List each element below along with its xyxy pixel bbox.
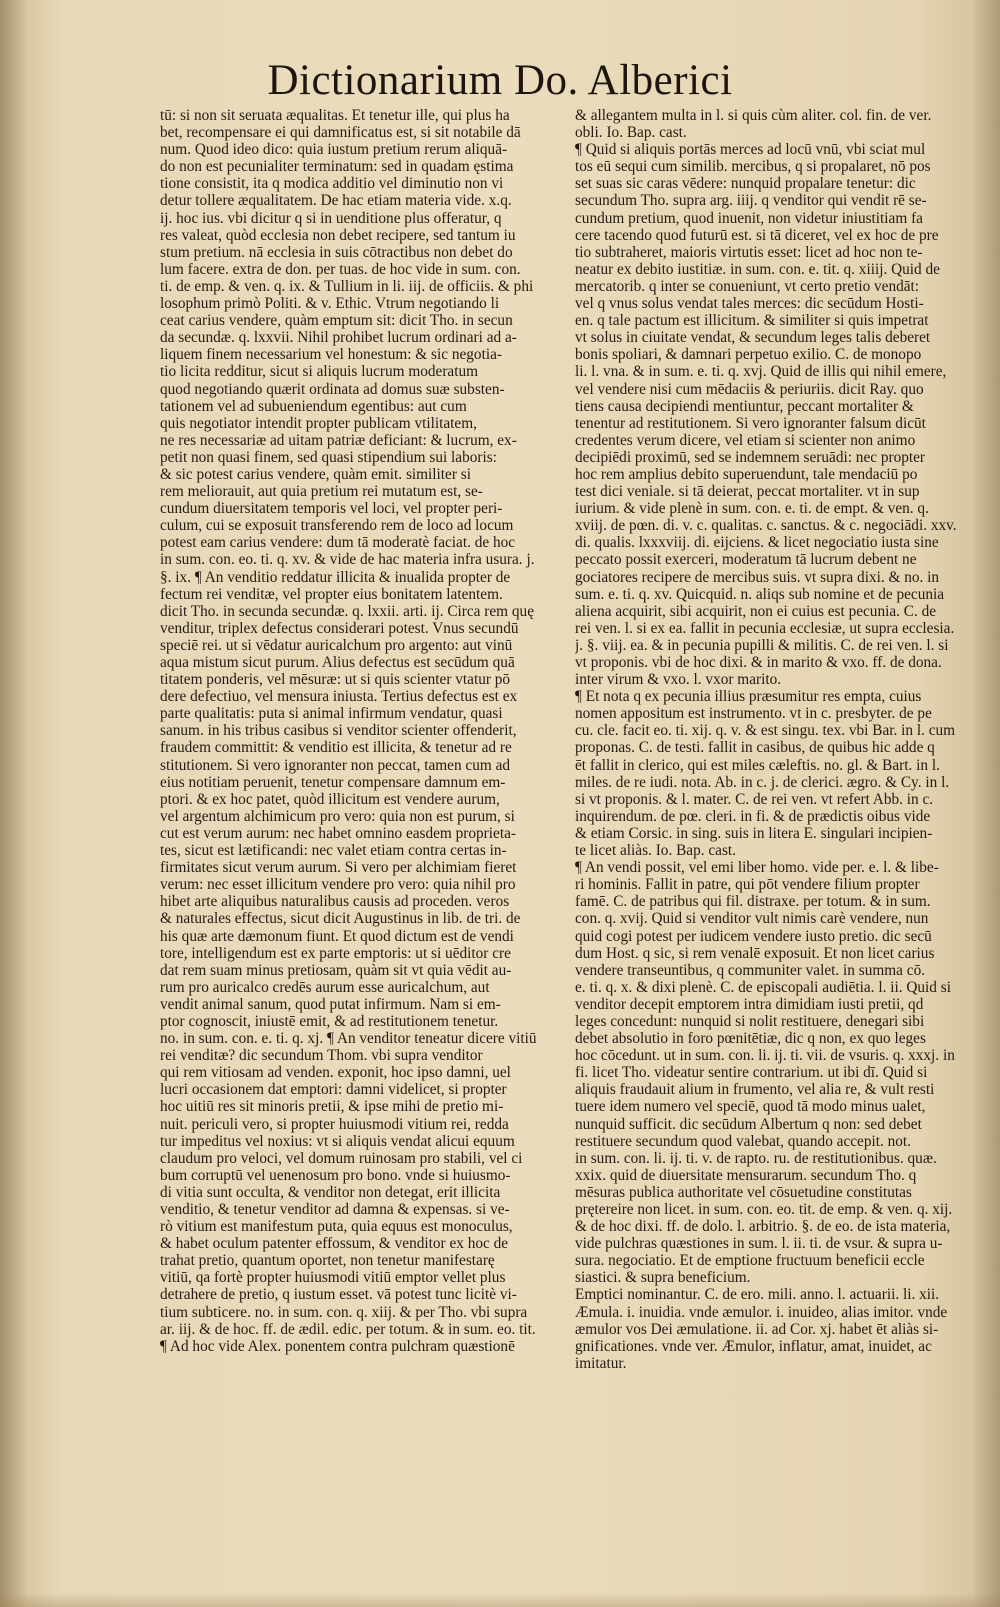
text-line: verum: nec esset illicitum vendere pro vero: quia nihil pro (160, 876, 516, 894)
text-line: vel q vnus solus vendat tales merces: dic secūdum Hosti- (575, 295, 924, 313)
text-line: rò vitium est manifestum puta, quia equus est monoculus, (160, 1218, 513, 1236)
text-line: nomen appositum est instrumento. vt in c. presbyter. de pe (575, 705, 932, 723)
text-line: vitiū, qa fortè propter huiusmodi vitiū emptor vellet plus (160, 1269, 506, 1287)
text-line: & naturales effectus, sicut dicit Augustinus in lib. de tri. de (160, 910, 521, 928)
text-line: speciē rei. ut si vēdatur auricalchum pro argento: aut vinū (160, 636, 513, 654)
text-line: ceat carius vendere, quàm emptum sit: dicit Tho. in secun (160, 312, 513, 330)
text-line: mēsuras publica authoritate vel cōsuetudine constitutas (575, 1183, 912, 1201)
text-line: æmulor vos Dei æmulatione. ii. ad Cor. xj. habet ēt aliàs si- (575, 1320, 939, 1338)
text-line: parte qualitatis: puta si animal infirmum vendatur, quasi (160, 705, 503, 723)
left-page-shadow (0, 0, 28, 1607)
text-line: do non est pecunialiter terminatum: sed in quadam ęstima (160, 158, 514, 176)
text-line: neatur ex debito iustitiæ. in sum. con. e. tit. q. xiiij. Quid de (575, 260, 940, 278)
text-line: te licet aliàs. Io. Bap. cast. (575, 842, 736, 860)
text-line: culum, cui se exposuit transferendo rem de loco ad locum (160, 517, 514, 535)
text-line: nuit. periculi vero, si propter huiusmodi vitium rei, redda (160, 1115, 509, 1133)
text-line: potest eam carius vendere: dum tā moderatè faciat. de hoc (160, 534, 516, 552)
text-line: inquirendum. de pœ. cleri. in fi. & de prædictis oibus vide (575, 807, 931, 825)
text-line: firmitates sicut verum aurum. Si vero per alchimiam fieret (160, 859, 517, 877)
text-line: vendere transeuntibus, q communiter valet. in summa cō. (575, 961, 926, 979)
text-line: vendit animal sanum, quod putat infirmum. Nam si em- (160, 995, 501, 1013)
text-line: ar. iij. & de hoc. ff. de ædil. edic. per totum. & in sum. eo. tit. (160, 1320, 536, 1338)
text-line: secundum Tho. supra arg. iiij. q venditor qui vendit rē se- (575, 192, 927, 210)
text-line: ptor cognoscit, iniustē emit, & ad restitutionem tenetur. (160, 1012, 499, 1030)
text-line: credentes verum dicere, vel etiam si scienter non animo (575, 431, 916, 449)
text-line: cut est verum aurum: nec habet omnino easdem proprieta- (160, 824, 516, 842)
text-line: §. ix. ¶ An venditio reddatur illicita & inualida propter de (160, 568, 511, 586)
text-line: & etiam Corsic. in sing. suis in litera E. singulari incipien- (575, 824, 933, 842)
text-line: ¶ Quid si aliquis portās merces ad locū vnū, vbi sciat mul (575, 141, 926, 159)
text-line: Emptici nominantur. C. de ero. mili. anno. l. actuarii. li. xii. (575, 1286, 940, 1304)
text-line: quid cogi potest per iudicem vendere iusto pretio. dic secū (575, 927, 932, 945)
text-line: hoc rem amplius debito superuendunt, tale mendaciū po (575, 465, 918, 483)
text-line: con. q. xvij. Quid si venditor vult nimis carè vendere, nun (575, 910, 929, 928)
text-line: dere defectiuo, vel mensura iniusta. Tertius defectus est ex (160, 688, 518, 706)
text-line: cundum pretium, quod inuenit, non videtur iniustitiam fa (575, 209, 923, 227)
text-line: quis negotiator intendit propter publicam vtilitatem, (160, 414, 477, 432)
text-line: tos eū sequi cum similib. mercibus, q si propalaret, nō pos (575, 158, 931, 176)
text-line: sanum. in his tribus casibus si venditor scienter offenderit, (160, 722, 517, 740)
text-line: vt proponis. vbi de hoc dixi. & in marito & vxo. ff. de dona. (575, 654, 942, 671)
text-line: dat rem suam minus pretiosam, quàm sit vt quia vēdit au- (160, 961, 512, 979)
text-line: restituere secundum quod valebat, quando accepit. not. (575, 1132, 911, 1150)
text-line: sura. negociatio. Et de emptione fructuum beneficii eccle (575, 1252, 925, 1270)
text-line: losophum primò Politi. & v. Ethic. Vtrum negotiando li (160, 295, 500, 313)
text-line: leges concedunt: nunquid si nolit restituere, denegari sibi (575, 1012, 925, 1030)
text-line: tiens causa decipiendi mentiuntur, peccant mortaliter & (575, 397, 914, 415)
text-line: venditur, triplex defectus considerari potest. Vnus secundū (160, 619, 519, 637)
text-line: set suas sic caras vēdere: nunquid propalare tenetur: dic (575, 175, 916, 193)
text-line: aliena acquirit, sibi acquirit, non ei cuius est pecunia. C. de (575, 602, 937, 620)
text-line: imitatur. (575, 1354, 627, 1372)
text-line: num. Quod ideo dico: quia iustum pretium rerum aliquā- (160, 141, 508, 159)
text-line: tur impeditus vel noxius: vt si aliquis vendat alicui equum (160, 1132, 515, 1150)
text-line: dum Host. q sic, si rem venalē exposuit. Et non licet carius (575, 944, 935, 962)
text-line: inter virum & vxo. l. vxor marito. (575, 671, 782, 689)
text-line: nunquid sufficit. dic secūdum Albertum q non: sed debet (575, 1115, 922, 1133)
text-line: venditio, & tenetur venditor ad damna & expensas. si ve- (160, 1201, 510, 1218)
text-line: decipiēdi proximū, sed se indemnem seruādi: nec propter (575, 448, 926, 466)
text-line: test dici veniale. si tā deierat, peccat mortaliter. vt in sup (575, 483, 920, 501)
text-line: cundum diuersitatem temporis vel loci, vel propter peri- (160, 500, 503, 518)
text-line: fraudem committit: & venditio est illicita, & tenetur ad re (160, 739, 512, 757)
text-line: tenentur ad restitutionem. Si vero ignoranter falsum dicūt (575, 414, 926, 432)
text-line: & habet oculum patenter effossum, & venditor ex hoc de (160, 1235, 509, 1253)
text-line: claudum pro veloci, vel domum ruinosam pro stabili, vel ci (160, 1149, 523, 1167)
text-line: xxix. quid de diuersitate mensurarum. secundum Tho. q (575, 1166, 917, 1184)
text-line: peccato possit exerceri, moderatum tā lucrum debent ne (575, 551, 917, 569)
text-line: eius notitiam peruenit, tenetur compensare damnum em- (160, 773, 506, 791)
text-line: da secundæ. q. lxxvii. Nihil prohibet lucrum ordinari ad a- (160, 329, 517, 347)
text-line: e. ti. q. x. & dixi plenè. C. de episcopali audiētia. l. ii. Quid si (575, 978, 951, 996)
text-line: tū: si non sit seruata æqualitas. Et tenetur ille, qui plus ha (160, 107, 510, 124)
text-line: cere tacendo quod futurū est. si tā diceret, vel ex hoc de pre (575, 226, 939, 244)
text-line: & allegantem multa in l. si quis cùm aliter. col. fin. de ver. (575, 107, 932, 124)
text-line: liquem finem necessarium vel honestum: & sic negotia- (160, 346, 502, 364)
text-line: tuere idem numero vel speciē, quod tā modo minus ualet, (575, 1098, 926, 1116)
text-line: bum corruptū vel uenenosum pro bono. vnde si huiusmo- (160, 1166, 511, 1184)
text-line: detur tollere æqualitatem. De hac etiam materia vide. x.q. (160, 192, 512, 210)
text-line: res valeat, quòd ecclesia non debet recipere, sed tantum iu (160, 226, 516, 244)
text-line: rei venditæ? dic secundum Thom. vbi supra venditor (160, 1047, 483, 1065)
text-line: quod negotiando quærit ordinata ad domus suæ substen- (160, 380, 505, 398)
text-line: no. in sum. con. e. ti. q. xj. ¶ An venditor teneatur dicere vitiū (160, 1030, 537, 1048)
text-line: tio licita redditur, sicut si aliquis lucrum moderatum (160, 363, 479, 381)
text-line: rem meliorauit, aut quia pretium rei mutatum est, se- (160, 483, 483, 501)
text-line: rei ven. l. si ex ea. fallit in pecunia ecclesiæ, ut supra ecclesia. (575, 619, 955, 637)
text-line: tore, intelligendum est ex parte emptoris: ut si uēditor cre (160, 944, 511, 962)
text-line: aliquis fraudauit alium in frumento, vel alia re, & vult resti (575, 1081, 935, 1099)
page-title: Dictionarium Do. Alberici (267, 57, 733, 104)
running-header (0, 56, 1000, 105)
text-line: lucri occasionem dat emptori: damni videlicet, si propter (160, 1081, 507, 1099)
right-text-column (575, 107, 980, 1372)
text-line: bet, recompensare ei qui damnificatus est, si sit notabile dā (160, 124, 521, 142)
text-line: tationem vel ad subueniendum egentibus: aut cum (160, 397, 467, 415)
text-line: stum pretium. nā ecclesia in suis cōtractibus non debet do (160, 243, 513, 261)
text-line: titatem ponderis, vel mēsuræ: ut si quis scienter vtatur pō (160, 671, 511, 689)
text-line: ¶ Ad hoc vide Alex. ponentem contra pulchram quæstionē (160, 1337, 515, 1355)
text-line: vel vendere nisi cum mēdaciis & periuriis. dicit Ray. quo (575, 380, 924, 398)
text-line: his quæ arte dæmonum fiunt. Et quod dictum est de vendi (160, 927, 514, 945)
text-line: famē. C. de patribus qui fil. distraxe. per totum. & in sum. (575, 893, 931, 911)
text-line: en. q tale pactum est illicitum. & similiter si quis impetrat (575, 312, 929, 330)
text-line: cu. cle. facit eo. ti. xij. q. v. & est singu. tex. vbi Bar. in l. cum (575, 722, 956, 740)
text-line: si vt proponis. & l. mater. C. de rei ven. vt refert Abb. in c. (575, 790, 934, 808)
text-line: Æmula. i. inuidia. vnde æmulor. i. inuideo, alias imitor. vnde (575, 1303, 948, 1321)
text-line: vide pulchras quæstiones in sum. l. ii. ti. de vsur. & supra u- (575, 1235, 943, 1253)
text-line: di. qualis. lxxxviij. di. eijciens. & licet negociatio iusta sine (575, 534, 939, 552)
text-line: vt solus in ciuitate vendat, & secundum leges talis deberet (575, 329, 931, 347)
text-line: rum pro auricalco credēs aurum esse auricalchum, aut (160, 978, 490, 996)
text-line: sum. e. ti. q. xv. Quicquid. n. aliqs sub nomine et de pecunia (575, 585, 945, 603)
text-line: tium subticere. no. in sum. con. q. xiij. & per Tho. vbi supra (160, 1303, 528, 1321)
text-line: bonis spoliari, & damnari perpetuo exilio. C. de monopo (575, 346, 922, 364)
text-line: mercatorib. q inter se conueniunt, vt certo pretio vendāt: (575, 277, 920, 295)
text-line: ri hominis. Fallit in patre, qui pōt vendere filium propter (575, 876, 920, 894)
text-line: debet absolutio in foro pœnitētiæ, dic q non, ex quo leges (575, 1030, 926, 1048)
text-line: li. l. vna. & in sum. e. ti. q. xvj. Quid de illis qui nihil emere, (575, 363, 947, 381)
text-line: siastici. & supra beneficium. (575, 1269, 751, 1287)
text-line: gnificationes. vnde ver. Æmulor, inflatur, amat, inuidet, ac (575, 1337, 932, 1355)
text-line: tio subtraheret, maioris virtutis esset: licet ad hoc non te- (575, 243, 923, 261)
text-line: xviij. de pœn. di. v. c. qualitas. c. sanctus. & c. negociādi. xxv. (575, 517, 957, 535)
text-line: tes, sicut est lætificandi: nec valet etiam contra certas in- (160, 842, 507, 860)
text-line: in sum. con. li. ij. ti. v. de rapto. ru. de restitutionibus. quæ. (575, 1149, 937, 1167)
text-line: detrahere de pretio, q iustum esset. vā potest tunc licitè vi- (160, 1286, 517, 1304)
text-line: fectum rei venditæ, vel propter eius bonitatem latentem. (160, 585, 503, 603)
text-line: hoc uitiū res sit minoris pretii, & ipse mihi de pretio mi- (160, 1098, 504, 1116)
page-bottom-edge (0, 1593, 1000, 1607)
text-line: ēt fallit in clerico, qui est miles cæleftis. no. gl. & Bart. in l. (575, 756, 940, 774)
text-line: obli. Io. Bap. cast. (575, 124, 687, 142)
text-line: & sic potest carius vendere, quàm emit. similiter si (160, 465, 471, 483)
text-line: stitutionem. Si vero ignoranter non peccat, tamen cum ad (160, 756, 511, 774)
text-line: ¶ An vendi possit, vel emi liber homo. vide per. e. l. & libe- (575, 859, 939, 877)
text-line: ne res necessariæ ad uitam patriæ deficiant: & lucrum, ex- (160, 431, 517, 449)
left-text-column (160, 107, 566, 1355)
text-line: hibet arte aliquibus naturalibus causis ad proceden. veros (160, 893, 510, 911)
text-line: di vitia sunt occulta, & venditor non detegat, erit illicita (160, 1183, 501, 1201)
text-line: venditor decepit emptorem intra dimidiam iusti pretii, qd (575, 995, 924, 1013)
text-line: gociatores recipere de mercibus suis. vt supra dixi. & no. in (575, 568, 940, 586)
text-line: ¶ Et nota q ex pecunia illius præsumitur res empta, cuius (575, 688, 922, 706)
text-line: petit non quasi finem, sed quasi stipendium sui laboris: (160, 448, 497, 466)
text-line: dicit Tho. in secunda secundæ. q. lxxii. arti. ij. Circa rem quę (160, 602, 534, 620)
text-line: tione consistit, ita q modica additio vel diminutio non vi (160, 175, 504, 193)
text-line: ij. hoc ius. vbi dicitur q si in uenditione plus offeratur, q (160, 209, 502, 227)
text-line: lum facere. extra de don. per tuas. de hoc vide in sum. con. (160, 260, 521, 278)
text-line: & de hoc dixi. ff. de dolo. l. arbitrio. §. de eo. de ista materia, (575, 1218, 951, 1236)
text-line: vel argentum alchimicum pro vero: quia non est purum, si (160, 807, 515, 825)
text-line: aqua mistum sicut purum. Alius defectus est secūdum quā (160, 654, 515, 671)
text-line: miles. de re iudi. nota. Ab. in c. j. de clerici. ægro. & Cy. in l. (575, 773, 950, 791)
text-line: in sum. con. eo. ti. q. xv. & vide de hac materia infra usura. j. (160, 551, 535, 569)
text-line: iurium. & vide plenè in sum. con. e. ti. de empt. & ven. q. (575, 500, 929, 518)
text-line: ptori. & ex hoc patet, quòd illicitum est vendere aurum, (160, 790, 500, 808)
text-line: proponas. C. de testi. fallit in casibus, de quibus hic adde q (575, 739, 935, 757)
text-line: fi. licet Tho. videatur sentire contrarium. ut ibi dī. Quid si (575, 1064, 928, 1082)
text-line: j. §. viij. ea. & in pecunia pupilli & militis. C. de rei ven. l. si (575, 636, 949, 654)
text-line: trahat pretio, quantum oportet, non tenetur manifestarę (160, 1252, 495, 1270)
text-line: qui rem vitiosam ad venden. exponit, hoc ipso damni, uel (160, 1064, 511, 1082)
text-line: prętereire non licet. in sum. con. eo. tit. de emp. & ven. q. xij. (575, 1201, 953, 1218)
text-line: hoc cōcedunt. ut in sum. con. li. ij. ti. vii. de vsuris. q. xxxj. in (575, 1047, 955, 1065)
text-line: ti. de emp. & ven. q. ix. & Tullium in li. iij. de officiis. & phi (160, 277, 534, 295)
